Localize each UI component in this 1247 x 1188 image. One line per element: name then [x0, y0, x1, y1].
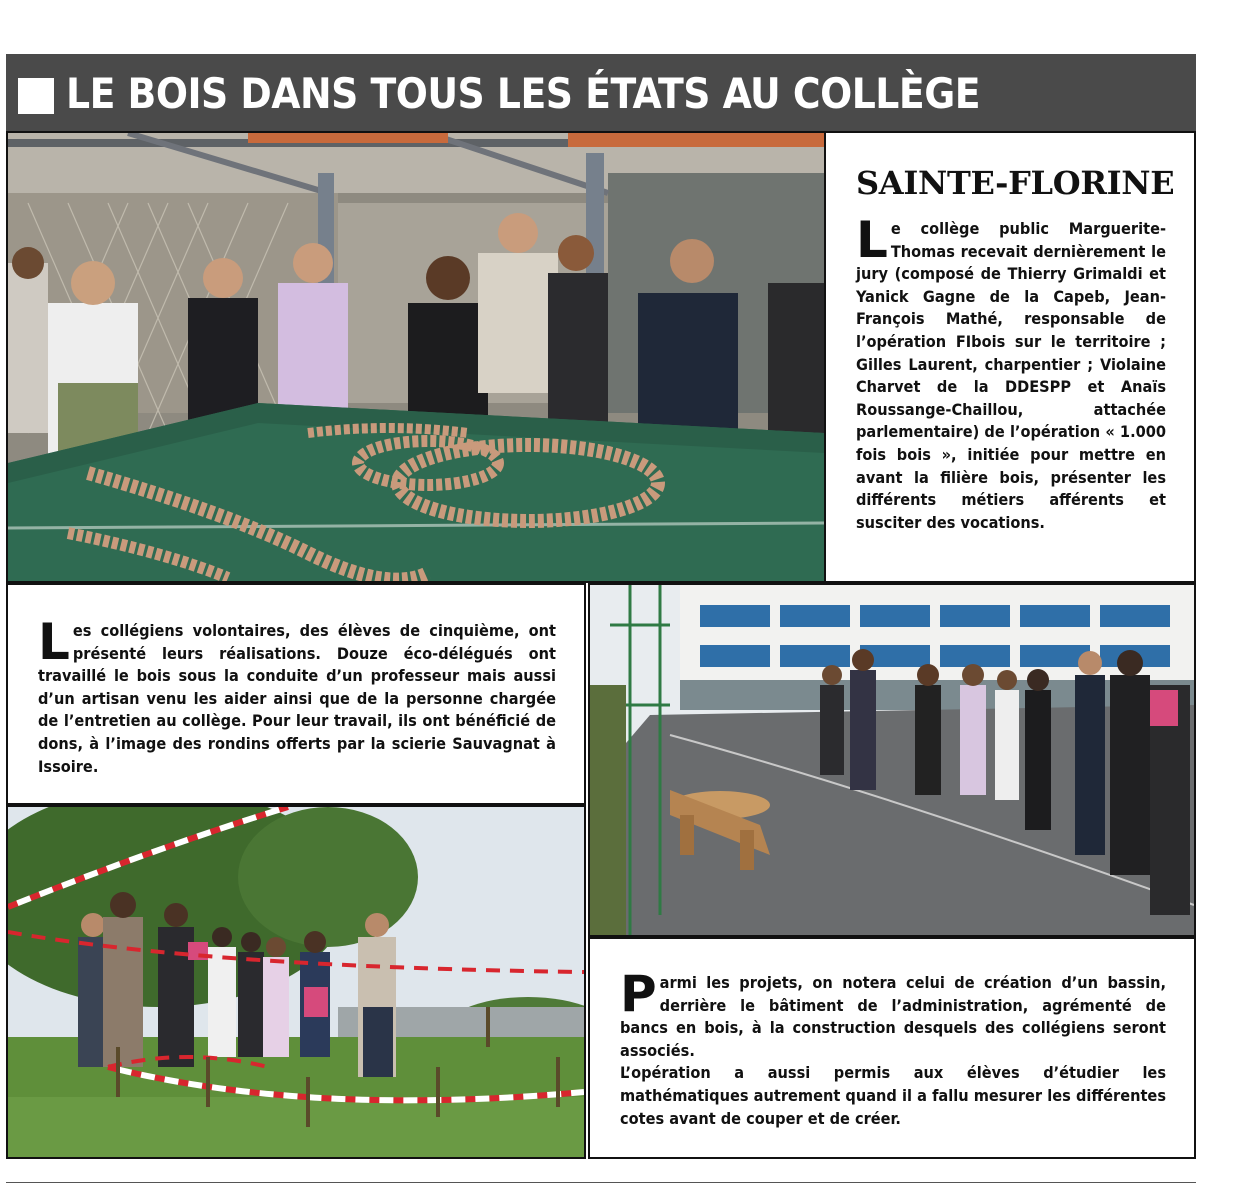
photo-mosaic-table — [6, 131, 826, 583]
photo-field-tape — [6, 805, 586, 1159]
photo-schoolyard-bench — [588, 583, 1196, 937]
para3-text-1: armi les projets, on notera celui de création d’un bassin, derrière le bâtiment de l’administration, agrémenté de bancs en bois, à la construction desquels des collégiens seront associés. — [620, 973, 1166, 1060]
para2-dropcap: L — [38, 613, 70, 671]
para3-article — [620, 965, 1166, 1130]
para2-article — [38, 613, 556, 778]
headline: LE BOIS DANS TOUS LES ÉTATS AU COLLÈGE — [66, 69, 981, 118]
town-name: SAINTE-FLORINE — [856, 164, 1175, 202]
para3-text-2: L’opération a aussi permis aux élèves d’étudier les mathématiques autrement quand il a fallu mesurer les différentes cotes avant de couper et de créer. — [620, 1063, 1166, 1128]
headline-square-icon — [18, 78, 54, 114]
intro-dropcap: L — [856, 211, 888, 269]
intro-text: e collège public Marguerite-Thomas recevait dernièrement le jury (composé de Thierry Grimaldi et Yanick Gagne de la Capeb, Jean-François Mathé, responsable de l’opération FIbois sur le territoire ; Gilles Laurent, charpentier ; Violaine Charvet de la DDESPP et Anaïs Roussange-Chaillou, attachée parlementaire) de l’opération « 1.000 fois bois », initiée pour mettre en avant la filière bois, présenter les différents métiers afférents et susciter des vocations. — [856, 219, 1166, 532]
intro-article — [856, 211, 1166, 534]
para2-text: es collégiens volontaires, des élèves de cinquième, ont présenté leurs réalisations. Douze éco-délégués ont travaillé le bois sous la conduite d’un professeur mais aussi d’un artisan venu les aider ainsi que de la personne chargée de l’entretien au collège. Pour leur travail, ils ont bénéficié de dons, à l’image des rondins offerts par la scierie Sauvagnat à Issoire. — [38, 621, 556, 776]
para3-dropcap: P — [620, 965, 657, 1023]
bottom-rule — [6, 1182, 1196, 1183]
